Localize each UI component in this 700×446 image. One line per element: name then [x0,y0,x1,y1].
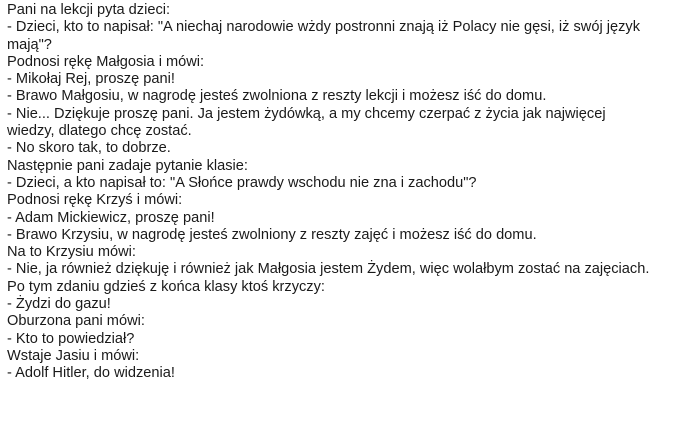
text-line: Na to Krzysiu mówi: [7,244,136,261]
text-line: - Żydzi do gazu! [7,296,111,313]
text-line: Wstaje Jasiu i mówi: [7,347,140,364]
text-line: - Nie, ja również dziękuję i również jak Małgosia jestem Żydem, więc wolałbym zostać na zajęciach. [7,261,650,278]
text-line: - Kto to powiedział? [7,330,135,347]
text-line: - Dzieci, kto to napisał: "A niechaj narodowie wżdy postronni znają iż Polacy nie gęsi, iż swój język [7,19,641,36]
text-line: Pani na lekcji pyta dzieci: [7,2,171,18]
text-line: Oburzona pani mówi: [7,313,145,330]
text-line: Następnie pani zadaje pytanie klasie: [7,157,248,174]
text-line: - Brawo Krzysiu, w nagrodę jesteś zwolniony z reszty zajęć i możesz iść do domu. [7,226,537,243]
text-line: - Nie... Dziękuje proszę pani. Ja jestem żydówką, a my chcemy czerpać z życia jak najwięcej [7,105,606,122]
text-line: - Brawo Małgosiu, w nagrodę jesteś zwolniona z reszty lekcji i możesz iść do domu. [7,88,547,105]
text-line: - No skoro tak, to dobrze. [7,140,171,157]
text-line: Podnosi rękę Krzyś i mówi: [7,192,183,209]
text-line: wiedzy, dlatego chcę zostać. [7,123,192,140]
text-line: - Mikołaj Rej, proszę pani! [7,71,175,88]
text-line: Podnosi rękę Małgosia i mówi: [7,53,205,70]
text-line: - Adolf Hitler, do widzenia! [7,365,175,382]
joke-text-document [7,2,695,383]
text-line: - Adam Mickiewicz, proszę pani! [7,209,215,226]
text-line: Po tym zdaniu gdzieś z końca klasy ktoś krzyczy: [7,278,325,295]
text-line: - Dzieci, a kto napisał to: "A Słońce prawdy wschodu nie zna i zachodu"? [7,174,477,191]
text-line: mają"? [7,36,52,53]
